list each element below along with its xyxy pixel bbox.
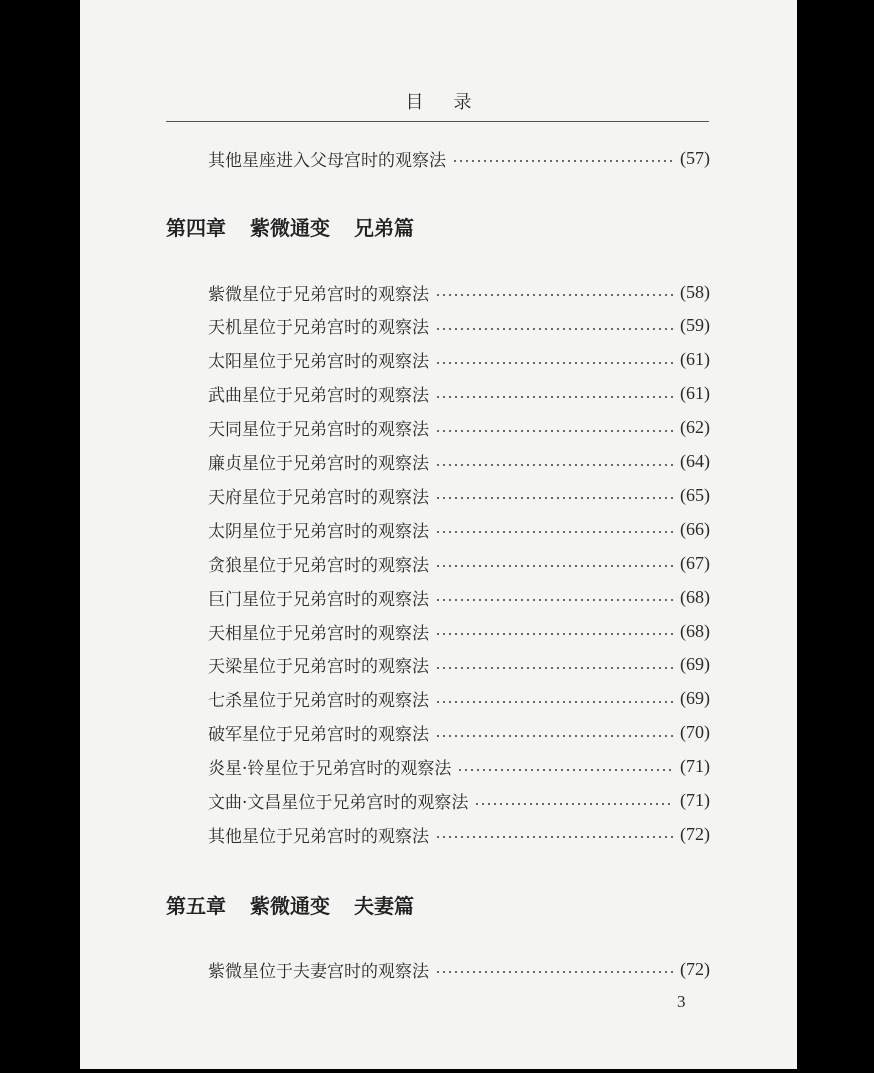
toc-entry-title: 武曲星位于兄弟宫时的观察法 — [208, 386, 429, 407]
page-number: 3 — [677, 992, 686, 1011]
toc-entry-title: 天机星位于兄弟宫时的观察法 — [208, 318, 429, 339]
toc-entry-title: 其他星位于兄弟宫时的观察法 — [208, 826, 429, 847]
toc-entry — [208, 686, 710, 712]
leader-dots — [435, 531, 674, 533]
toc-entry-page: (68) — [680, 620, 710, 641]
leader-dots — [435, 464, 674, 466]
toc-entry — [208, 347, 710, 373]
toc-entry-page: (59) — [680, 315, 710, 336]
toc-entry — [208, 550, 710, 576]
toc-entry — [208, 482, 710, 508]
toc-entry-page: (61) — [680, 349, 710, 370]
leader-dots — [435, 430, 674, 432]
leader-dots — [435, 328, 674, 330]
leader-dots — [435, 565, 674, 567]
toc-entry — [208, 720, 710, 746]
toc-entry-page: (57) — [680, 147, 710, 168]
toc-entry — [208, 145, 710, 171]
toc-entry-title: 太阴星位于兄弟宫时的观察法 — [208, 521, 429, 542]
toc-entry — [208, 381, 710, 407]
chapter-heading — [166, 211, 438, 241]
toc-entry-title: 贪狼星位于兄弟宫时的观察法 — [208, 555, 429, 576]
page-header: 目录 — [405, 92, 502, 113]
toc-entry-page: (71) — [680, 756, 710, 777]
toc-entry-page: (67) — [680, 552, 710, 573]
toc-entry-title: 紫微星位于夫妻宫时的观察法 — [208, 961, 429, 982]
toc-entry-title: 巨门星位于兄弟宫时的观察法 — [208, 589, 429, 610]
toc-entry-page: (68) — [680, 586, 710, 607]
leader-dots — [435, 362, 674, 364]
leader-dots — [474, 803, 674, 805]
chapter-heading — [166, 889, 438, 919]
toc-entry-title: 七杀星位于兄弟宫时的观察法 — [208, 691, 429, 712]
chapter-part: 紫微通变 — [250, 893, 330, 918]
toc-entry-title: 天梁星位于兄弟宫时的观察法 — [208, 657, 429, 678]
toc-entry-page: (72) — [680, 958, 710, 979]
toc-entry-title: 天相星位于兄弟宫时的观察法 — [208, 623, 429, 644]
leader-dots — [452, 160, 674, 162]
toc-entry-page: (64) — [680, 451, 710, 471]
toc-entry-title: 廉贞星位于兄弟宫时的观察法 — [208, 454, 429, 474]
toc-entry — [208, 516, 710, 542]
toc-entry — [208, 652, 710, 678]
leader-dots — [435, 396, 674, 398]
toc-entry-title: 破军星位于兄弟宫时的观察法 — [208, 725, 429, 746]
toc-entry-page: (72) — [680, 823, 710, 844]
toc-entry-title: 天府星位于兄弟宫时的观察法 — [208, 487, 429, 508]
toc-entry-page: (71) — [680, 790, 710, 810]
toc-entry — [208, 584, 710, 610]
toc-entry-page: (65) — [680, 484, 710, 505]
leader-dots — [435, 667, 674, 669]
leader-dots — [435, 497, 674, 499]
toc-entry-page: (66) — [680, 518, 710, 539]
chapter-part: 紫微通变 — [250, 215, 330, 240]
header-rule — [166, 121, 709, 122]
toc-entry-page: (58) — [680, 281, 710, 302]
leader-dots — [435, 633, 674, 635]
toc-entry — [208, 618, 710, 644]
toc-entry-page: (69) — [680, 688, 710, 709]
toc-entry — [208, 821, 710, 847]
book-page — [80, 0, 797, 1069]
toc-entry-page: (70) — [680, 722, 710, 743]
toc-entry — [208, 956, 710, 982]
toc-entry — [208, 279, 710, 305]
toc-entry-title: 太阳星位于兄弟宫时的观察法 — [208, 352, 429, 373]
leader-dots — [435, 294, 674, 296]
leader-dots — [435, 599, 674, 601]
toc-entry — [208, 313, 710, 339]
toc-entry — [208, 788, 710, 814]
chapter-number: 第四章 — [166, 215, 226, 240]
chapter-title: 兄弟篇 — [354, 215, 414, 240]
chapter-title: 夫妻篇 — [354, 893, 414, 918]
toc-entry-title: 天同星位于兄弟宫时的观察法 — [208, 420, 429, 441]
toc-entry-title: 炎星·铃星位于兄弟宫时的观察法 — [208, 759, 452, 780]
toc-entry-title: 紫微星位于兄弟宫时的观察法 — [208, 284, 429, 305]
toc-entry — [208, 754, 710, 780]
leader-dots — [435, 735, 674, 737]
toc-entry — [208, 449, 710, 475]
chapter-number: 第五章 — [166, 893, 226, 918]
leader-dots — [457, 769, 674, 771]
leader-dots — [435, 836, 674, 838]
toc-entry-page: (62) — [680, 417, 710, 438]
toc-entry-title: 其他星座进入父母宫时的观察法 — [208, 150, 446, 171]
leader-dots — [435, 701, 674, 703]
toc-entry-title: 文曲·文昌星位于兄弟宫时的观察法 — [208, 793, 469, 813]
toc-entry-page: (69) — [680, 654, 710, 675]
toc-entry-page: (61) — [680, 383, 710, 404]
leader-dots — [435, 971, 674, 973]
toc-entry — [208, 415, 710, 441]
